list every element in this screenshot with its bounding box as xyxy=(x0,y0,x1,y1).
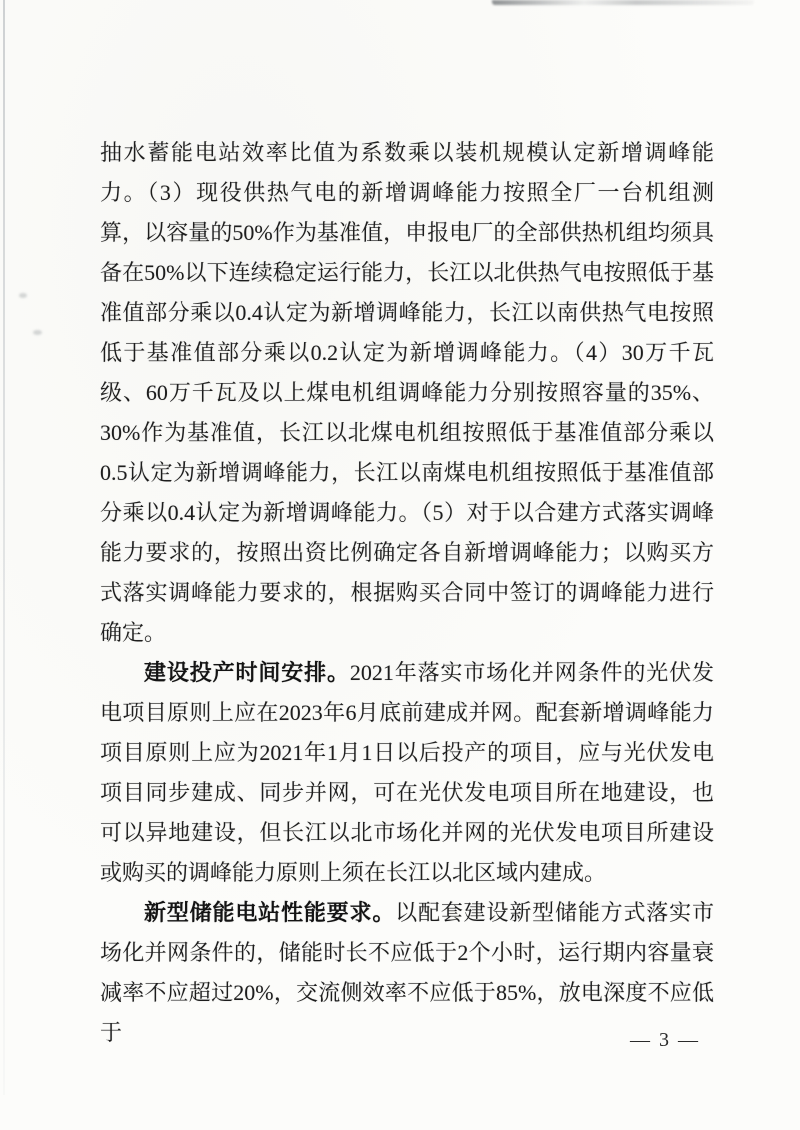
paragraph-text: 抽水蓄能电站效率比值为系数乘以装机规模认定新增调峰能力。（3）现役供热气电的新增调峰能力按照全厂一台机组测算，以容量的50%作为基准值，申报电厂的全部供热机组均须具备在50%以下连续稳定运行能力，长江以北供热气电按照低于基准值部分乘以0.4认定为新增调峰能力，长江以南供热气电按照低于基准值部分乘以0.2认定为新增调峰能力。（4）30万千瓦级、60万千瓦及以上煤电机组调峰能力分别按照容量的35%、30%作为基准值，长江以北煤电机组按照低于基准值部分乘以0.5认定为新增调峰能力，长江以南煤电机组按照低于基准值部分乘以0.4认定为新增调峰能力。（5）对于以合建方式落实调峰能力要求的，按照出资比例确定各自新增调峰能力；以购买方式落实调峰能力要求的，根据购买合同中签订的调峰能力进行确定。 xyxy=(100,140,714,645)
page-number: — 3 — xyxy=(630,1029,700,1051)
paragraph-construction-schedule xyxy=(100,653,714,893)
scan-speck-artifact xyxy=(19,293,27,298)
paragraph-lead-bold: 新型储能电站性能要求。 xyxy=(144,900,396,925)
paragraph-text: 以配套建设新型储能方式落实市场化并网条件的，储能时长不应低于2个小时，运行期内容量衰减率不应超过20%，交流侧效率不应低于85%，放电深度不应低于 xyxy=(100,900,714,1045)
document-body xyxy=(100,133,714,1053)
paragraph-text: 2021年落实市场化并网条件的光伏发电项目原则上应在2023年6月底前建成并网。配套新增调峰能力项目原则上应为2021年1月1日以后投产的项目，应与光伏发电项目同步建成、同步并网，可在光伏发电项目所在地建设，也可以异地建设，但长江以北市场化并网的光伏发电项目所建设或购买的调峰能力原则上须在长江以北区域内建成。 xyxy=(100,660,714,885)
paragraph-storage-performance xyxy=(100,893,714,1053)
paragraph-lead-bold: 建设投产时间安排。 xyxy=(144,660,350,685)
scan-edge-line-artifact xyxy=(3,0,5,1095)
scan-smudge-artifact xyxy=(492,0,754,5)
paragraph-peak-capacity-rules xyxy=(100,133,714,653)
scan-speck-artifact xyxy=(33,330,42,335)
